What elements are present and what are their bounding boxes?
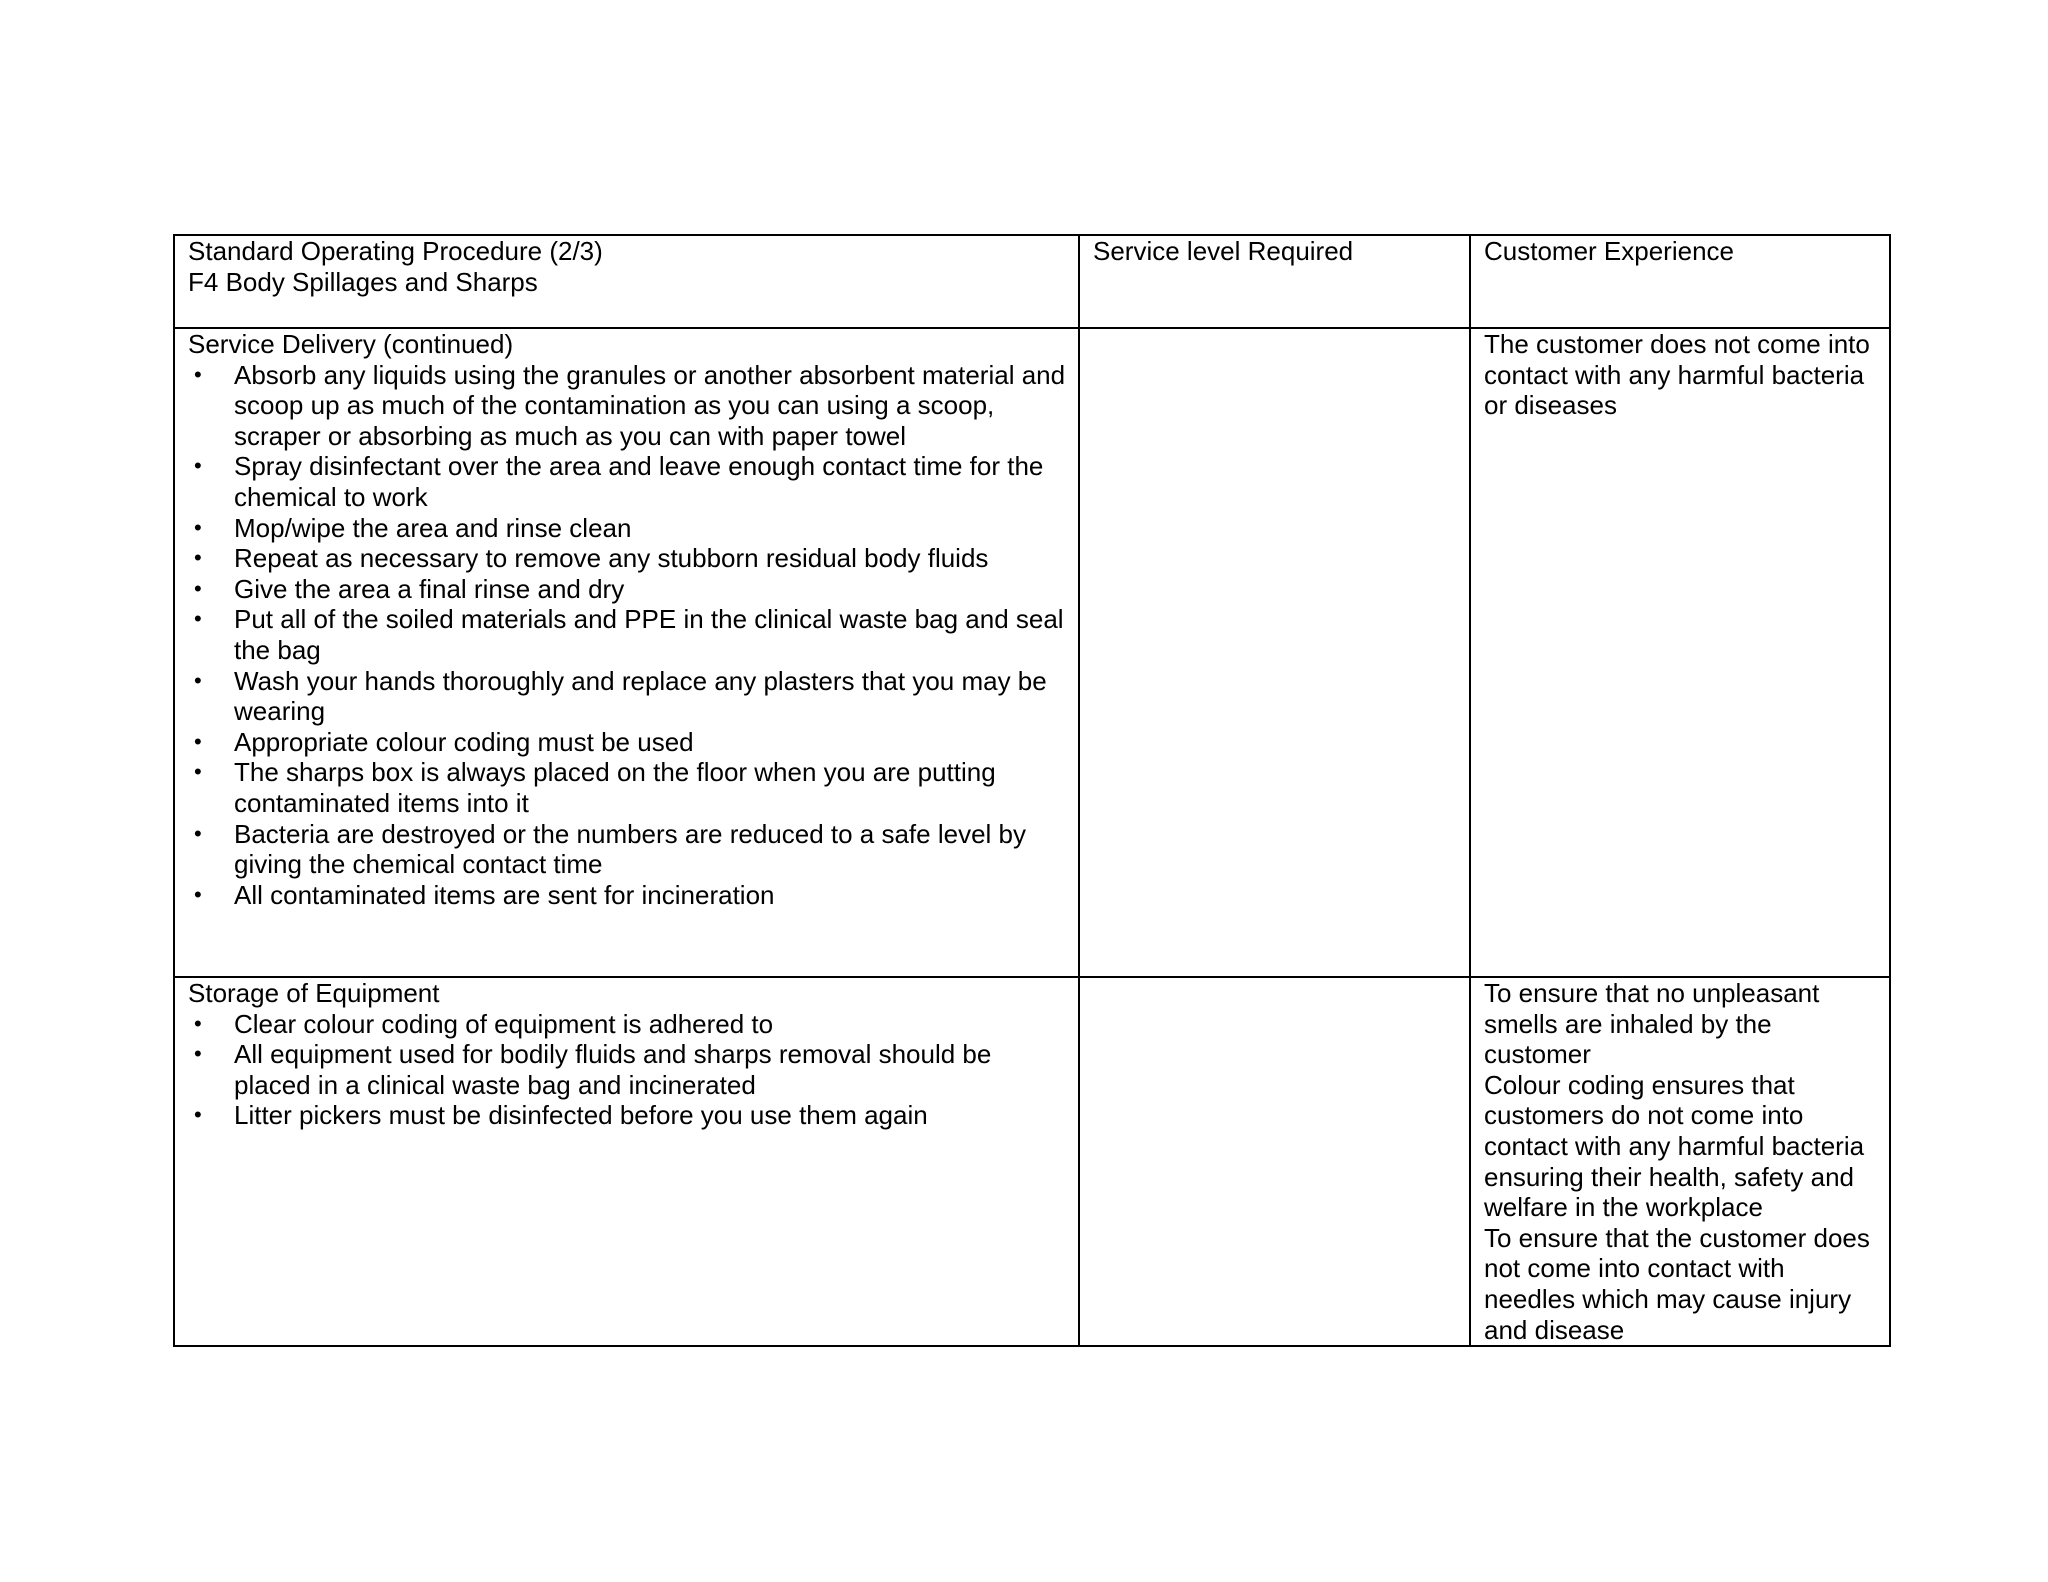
bullet-icon: •	[194, 453, 202, 479]
customer-experience-heading: Customer Experience	[1484, 236, 1734, 266]
bullet-icon: •	[194, 881, 202, 907]
procedure-subtitle: F4 Body Spillages and Sharps	[188, 266, 538, 297]
list-item: • Absorb any liquids using the granules or another absorbent material and scoop up as much of the contamination as you can using a scoop, scraper or absorbing as much as you can with paper towel	[194, 359, 1066, 451]
list-item: • Give the area a final rinse and dry	[194, 573, 625, 604]
bullet-icon: •	[194, 1102, 202, 1128]
list-item: • Mop/wipe the area and rinse clean	[194, 512, 632, 543]
storage-cell	[174, 977, 1079, 1346]
bullet-icon: •	[194, 1041, 202, 1067]
bullet-icon: •	[194, 820, 202, 846]
service-level-heading: Service level Required	[1093, 236, 1354, 266]
sop-table	[173, 234, 1891, 1347]
table-row-storage-of-equipment	[174, 977, 1890, 1346]
service-delivery-cell	[174, 328, 1079, 977]
customer-experience-cell	[1470, 328, 1890, 977]
bullet-icon: •	[194, 545, 202, 571]
service-level-cell	[1079, 977, 1470, 1346]
section-heading: Storage of Equipment	[188, 978, 440, 1008]
procedure-title: Standard Operating Procedure (2/3)	[188, 236, 603, 266]
customer-experience-text: Colour coding ensures that customers do not come into contact with any harmful bacteria ensuring their health, safety and welfare in the workplace	[1484, 1069, 1865, 1223]
list-item: • Repeat as necessary to remove any stubborn residual body fluids	[194, 543, 989, 574]
service-level-cell	[1079, 328, 1470, 977]
list-item: • Litter pickers must be disinfected before you use them again	[194, 1100, 928, 1131]
procedure-title-cell	[174, 235, 1079, 328]
customer-experience-text: To ensure that no unpleasant smells are inhaled by the customer	[1484, 978, 1820, 1070]
bullet-icon: •	[194, 361, 202, 387]
section-heading: Service Delivery (continued)	[188, 329, 514, 359]
list-item: • The sharps box is always placed on the floor when you are putting contaminated items into it	[194, 757, 996, 818]
table-header-row	[174, 235, 1890, 328]
list-item: • Put all of the soiled materials and PPE in the clinical waste bag and seal the bag	[194, 604, 1064, 665]
bullet-list	[188, 1009, 1066, 1131]
customer-experience-cell	[1470, 977, 1890, 1346]
customer-experience-text: To ensure that the customer does not come into contact with needles which may cause injury and disease	[1484, 1222, 1870, 1345]
service-level-heading-cell	[1079, 235, 1470, 328]
list-item: • All contaminated items are sent for incineration	[194, 879, 775, 910]
list-item: • Clear colour coding of equipment is adhered to	[194, 1008, 774, 1039]
bullet-icon: •	[194, 575, 202, 601]
bullet-icon: •	[194, 606, 202, 632]
bullet-icon: •	[194, 728, 202, 754]
list-item: • All equipment used for bodily fluids and sharps removal should be placed in a clinical waste bag and incinerated	[194, 1039, 992, 1100]
bullet-icon: •	[194, 1010, 202, 1036]
bullet-icon: •	[194, 514, 202, 540]
bullet-list	[188, 360, 1066, 911]
bullet-icon: •	[194, 759, 202, 785]
list-item: • Spray disinfectant over the area and leave enough contact time for the chemical to work	[194, 451, 1044, 512]
list-item: • Appropriate colour coding must be used	[194, 726, 694, 757]
list-item: • Bacteria are destroyed or the numbers are reduced to a safe level by giving the chemical contact time	[194, 818, 1026, 880]
table-row-service-delivery	[174, 328, 1890, 977]
customer-experience-heading-cell	[1470, 235, 1890, 328]
customer-experience-text: The customer does not come into contact with any harmful bacteria or diseases	[1484, 329, 1870, 421]
bullet-icon: •	[194, 667, 202, 693]
list-item: • Wash your hands thoroughly and replace any plasters that you may be wearing	[194, 665, 1047, 727]
